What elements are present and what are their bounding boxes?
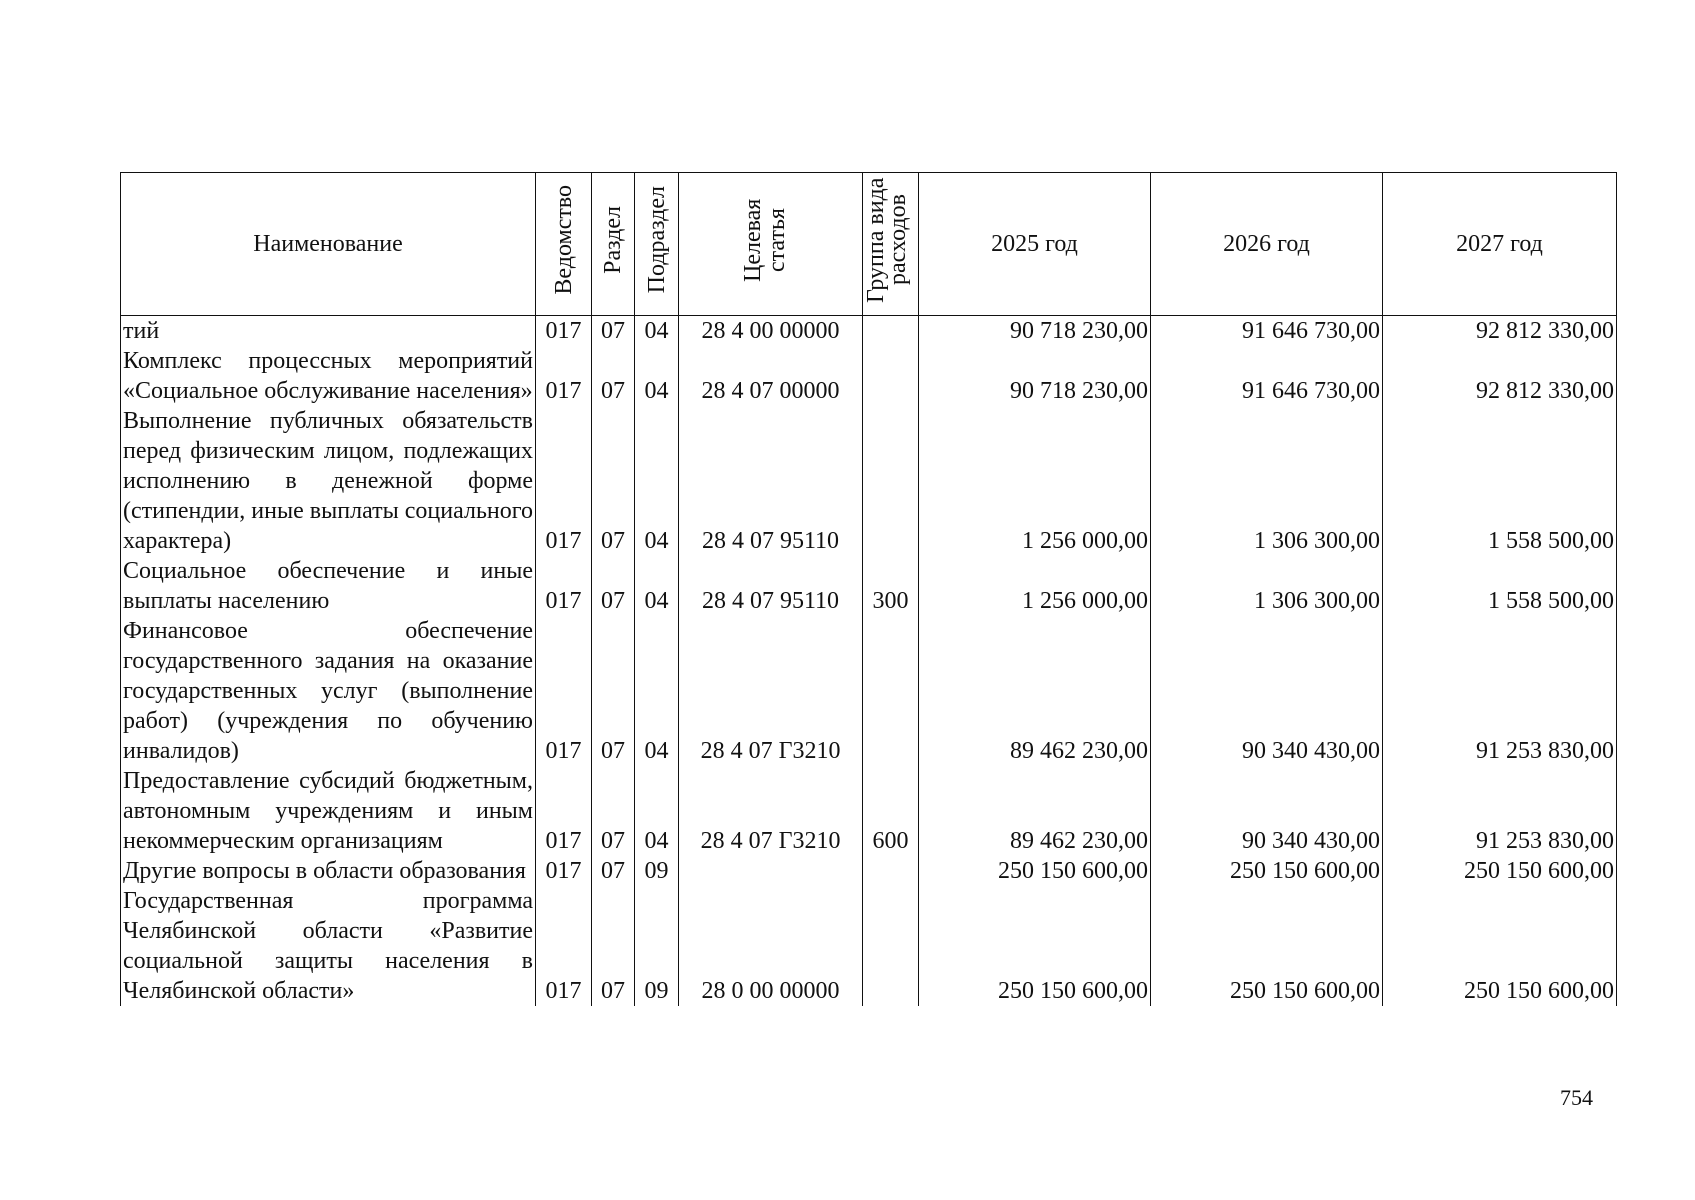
row-group [863, 346, 919, 406]
row-2026: 91 646 730,00 [1151, 346, 1383, 406]
row-razdel: 07 [592, 406, 635, 556]
row-2027: 91 253 830,00 [1383, 766, 1617, 856]
row-target: 28 4 07 00000 [679, 346, 863, 406]
table-header-row [121, 173, 1617, 316]
row-target: 28 4 07 Г3210 [679, 616, 863, 766]
row-target: 28 0 00 00000 [679, 886, 863, 1006]
row-2025: 250 150 600,00 [919, 886, 1151, 1006]
row-2025: 89 462 230,00 [919, 766, 1151, 856]
table-row [121, 886, 1617, 1006]
row-2027: 92 812 330,00 [1383, 316, 1617, 347]
row-razdel: 07 [592, 556, 635, 616]
row-podrazdel: 09 [635, 886, 679, 1006]
row-name: Финансовое обеспечение государственного задания на оказание государственных услуг (выполнение работ) (учреждения по обучению инвалидов) [121, 616, 536, 766]
row-razdel: 07 [592, 316, 635, 347]
row-razdel: 07 [592, 766, 635, 856]
row-name: Комплекс процессных мероприятий «Социальное обслуживание населения» [121, 346, 536, 406]
table-row [121, 406, 1617, 556]
header-group: Группа вида расходов [863, 173, 919, 316]
row-razdel: 07 [592, 616, 635, 766]
row-2025: 90 718 230,00 [919, 316, 1151, 347]
row-target: 28 4 07 95110 [679, 406, 863, 556]
header-podrazdel: Подраздел [635, 173, 679, 316]
row-podrazdel: 04 [635, 346, 679, 406]
row-group: 300 [863, 556, 919, 616]
row-target: 28 4 07 Г3210 [679, 766, 863, 856]
row-2027: 250 150 600,00 [1383, 856, 1617, 886]
header-razdel: Раздел [592, 173, 635, 316]
row-vedomstvo: 017 [536, 346, 592, 406]
header-2025: 2025 год [919, 173, 1151, 316]
row-target: 28 4 00 00000 [679, 316, 863, 347]
row-name: тий [121, 316, 536, 347]
row-2026: 90 340 430,00 [1151, 616, 1383, 766]
page-number: 754 [1560, 1085, 1593, 1110]
row-podrazdel: 04 [635, 406, 679, 556]
row-name: Государственная программа Челябинской области «Развитие социальной защиты населения в Челябинской области» [121, 886, 536, 1006]
row-2026: 250 150 600,00 [1151, 856, 1383, 886]
row-vedomstvo: 017 [536, 766, 592, 856]
row-vedomstvo: 017 [536, 316, 592, 347]
row-group [863, 616, 919, 766]
budget-table [120, 172, 1617, 1006]
row-2026: 91 646 730,00 [1151, 316, 1383, 347]
table-row [121, 346, 1617, 406]
row-vedomstvo: 017 [536, 886, 592, 1006]
row-2025: 1 256 000,00 [919, 556, 1151, 616]
row-2025: 89 462 230,00 [919, 616, 1151, 766]
header-name: Наименование [121, 173, 536, 316]
row-2027: 1 558 500,00 [1383, 556, 1617, 616]
row-2026: 250 150 600,00 [1151, 886, 1383, 1006]
row-vedomstvo: 017 [536, 556, 592, 616]
row-2026: 90 340 430,00 [1151, 766, 1383, 856]
row-2026: 1 306 300,00 [1151, 406, 1383, 556]
row-group: 600 [863, 766, 919, 856]
row-razdel: 07 [592, 856, 635, 886]
row-group [863, 316, 919, 347]
header-vedomstvo: Ведомство [536, 173, 592, 316]
row-vedomstvo: 017 [536, 856, 592, 886]
row-2025: 250 150 600,00 [919, 856, 1151, 886]
row-group [863, 406, 919, 556]
row-name: Социальное обеспечение и иные выплаты населению [121, 556, 536, 616]
table-row [121, 766, 1617, 856]
table-row [121, 856, 1617, 886]
row-2025: 90 718 230,00 [919, 346, 1151, 406]
row-group [863, 856, 919, 886]
row-2027: 250 150 600,00 [1383, 886, 1617, 1006]
header-2027: 2027 год [1383, 173, 1617, 316]
row-name: Другие вопросы в области образования [121, 856, 536, 886]
row-podrazdel: 04 [635, 556, 679, 616]
table-row [121, 316, 1617, 347]
row-target [679, 856, 863, 886]
row-podrazdel: 04 [635, 316, 679, 347]
row-podrazdel: 09 [635, 856, 679, 886]
row-2027: 92 812 330,00 [1383, 346, 1617, 406]
row-vedomstvo: 017 [536, 616, 592, 766]
table-row [121, 556, 1617, 616]
row-podrazdel: 04 [635, 616, 679, 766]
header-2026: 2026 год [1151, 173, 1383, 316]
row-target: 28 4 07 95110 [679, 556, 863, 616]
header-target: Целевая статья [679, 173, 863, 316]
row-2026: 1 306 300,00 [1151, 556, 1383, 616]
row-2027: 91 253 830,00 [1383, 616, 1617, 766]
row-razdel: 07 [592, 886, 635, 1006]
row-podrazdel: 04 [635, 766, 679, 856]
row-2025: 1 256 000,00 [919, 406, 1151, 556]
row-2027: 1 558 500,00 [1383, 406, 1617, 556]
row-group [863, 886, 919, 1006]
row-name: Предоставление субсидий бюджетным, автономным учреждениям и иным некоммерческим организациям [121, 766, 536, 856]
row-razdel: 07 [592, 346, 635, 406]
row-name: Выполнение публичных обязательств перед физическим лицом, подлежащих исполнению в денежной форме (стипендии, иные выплаты социального характера) [121, 406, 536, 556]
row-vedomstvo: 017 [536, 406, 592, 556]
table-row [121, 616, 1617, 766]
